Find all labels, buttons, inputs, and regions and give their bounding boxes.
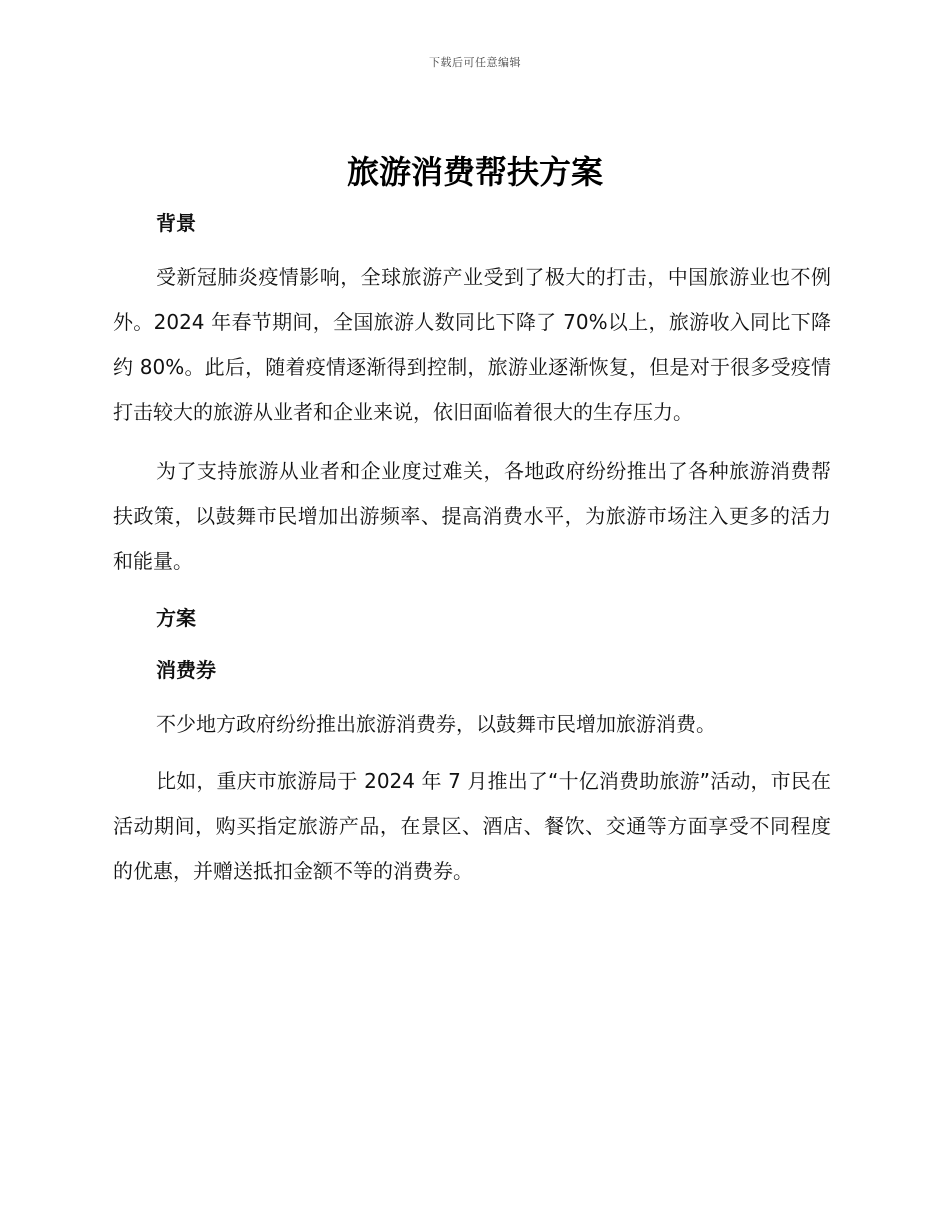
document-title: 旅游消费帮扶方案 (346, 153, 603, 191)
document-body (113, 203, 831, 894)
header-note: 下载后可任意编辑 (429, 56, 521, 69)
voucher-paragraph-2: 比如，重庆市旅游局于 2024 年 7 月推出了“十亿消费助旅游”活动，市民在活动期间，购买指定旅游产品，在景区、酒店、餐饮、交通等方面享受不同程度的优惠，并赠送抵扣金额不等的消费券。 (113, 769, 831, 883)
background-paragraph-1: 受新冠肺炎疫情影响，全球旅游产业受到了极大的打击，中国旅游业也不例外。2024 年春节期间，全国旅游人数同比下降了 70%以上，旅游收入同比下降约 80%。此后，随着疫情逐渐得到控制，旅游业逐渐恢复，但是对于很多受疫情打击较大的旅游从业者和企业来说，依旧面临着很大的生存压力。 (113, 265, 831, 424)
voucher-paragraph-1: 不少地方政府纷纷推出旅游消费券，以鼓舞市民增加旅游消费。 (156, 712, 716, 736)
plan-heading: 方案 (156, 606, 196, 630)
background-heading: 背景 (156, 211, 196, 235)
voucher-heading: 消费券 (156, 658, 216, 682)
background-paragraph-2: 为了支持旅游从业者和企业度过难关，各地政府纷纷推出了各种旅游消费帮扶政策，以鼓舞市民增加出游频率、提高消费水平，为旅游市场注入更多的活力和能量。 (113, 459, 831, 573)
